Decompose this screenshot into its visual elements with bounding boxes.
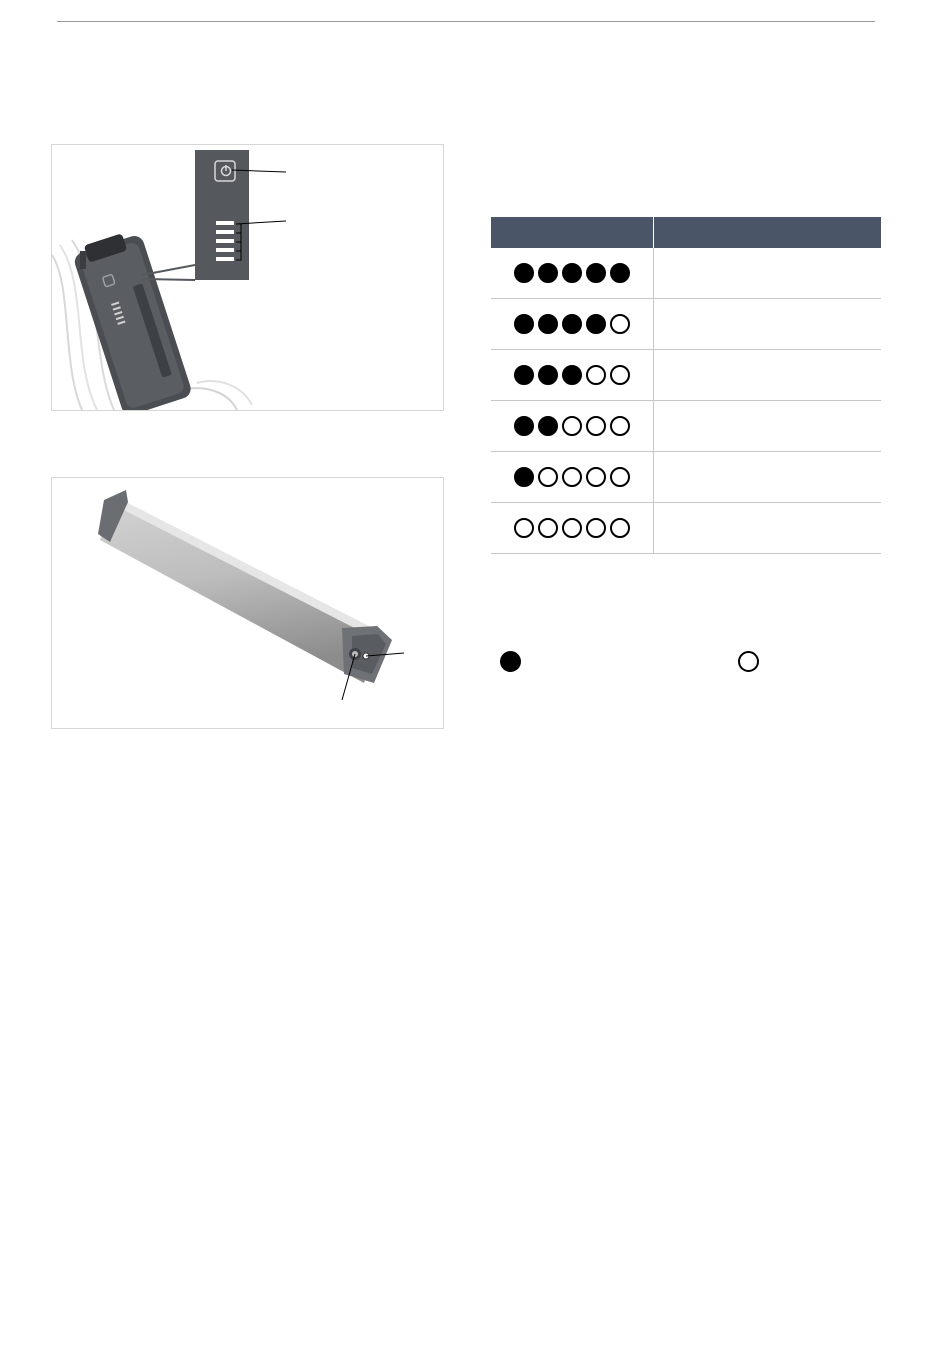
capacity-cell — [654, 299, 882, 350]
led-off-icon — [586, 365, 606, 385]
capacity-cell — [654, 401, 882, 452]
led-off-icon — [562, 467, 582, 487]
battery-frame-illustration — [52, 145, 443, 410]
battery-tube-figure — [51, 477, 444, 729]
led-on-icon — [586, 314, 606, 334]
battery-frame-figure — [51, 144, 444, 411]
table-row — [491, 503, 881, 554]
led-on-icon — [586, 263, 606, 283]
led-off-icon — [610, 416, 630, 436]
led-on-icon — [538, 365, 558, 385]
led-off-icon — [562, 416, 582, 436]
table-row — [491, 401, 881, 452]
led-on-icon — [610, 263, 630, 283]
table-header-leds — [491, 217, 654, 248]
led-on-icon — [562, 365, 582, 385]
table-row — [491, 248, 881, 299]
led-indicator-cell — [491, 299, 654, 350]
led-on-icon — [514, 314, 534, 334]
led-off-icon — [586, 518, 606, 538]
header-rule — [57, 21, 875, 22]
battery-tube-illustration — [52, 478, 443, 728]
led-indicator-cell — [491, 248, 654, 299]
capacity-cell — [654, 503, 882, 554]
led-on-icon — [514, 263, 534, 283]
led-off-icon — [538, 518, 558, 538]
led-off-icon — [610, 365, 630, 385]
led-off-icon — [586, 416, 606, 436]
table-row — [491, 299, 881, 350]
table-row — [491, 452, 881, 503]
led-on-icon — [538, 416, 558, 436]
legend-led-off-icon — [738, 651, 759, 672]
legend-led-on-icon — [500, 651, 521, 672]
led-off-icon — [538, 467, 558, 487]
led-indicator-cell — [491, 401, 654, 452]
led-on-icon — [514, 416, 534, 436]
led-on-icon — [538, 314, 558, 334]
led-off-icon — [610, 518, 630, 538]
led-off-icon — [610, 314, 630, 334]
led-off-icon — [562, 518, 582, 538]
capacity-cell — [654, 452, 882, 503]
led-on-icon — [538, 263, 558, 283]
capacity-cell — [654, 248, 882, 299]
led-indicator-cell — [491, 503, 654, 554]
led-off-icon — [514, 518, 534, 538]
led-off-icon — [610, 467, 630, 487]
table-header-row — [491, 217, 881, 248]
led-on-icon — [514, 467, 534, 487]
led-indicator-cell — [491, 452, 654, 503]
led-indicator-cell — [491, 350, 654, 401]
led-off-icon — [586, 467, 606, 487]
led-on-icon — [562, 263, 582, 283]
led-on-icon — [562, 314, 582, 334]
table-header-capacity — [654, 217, 882, 248]
capacity-cell — [654, 350, 882, 401]
table-row — [491, 350, 881, 401]
led-on-icon — [514, 365, 534, 385]
charge-level-table — [491, 217, 881, 554]
